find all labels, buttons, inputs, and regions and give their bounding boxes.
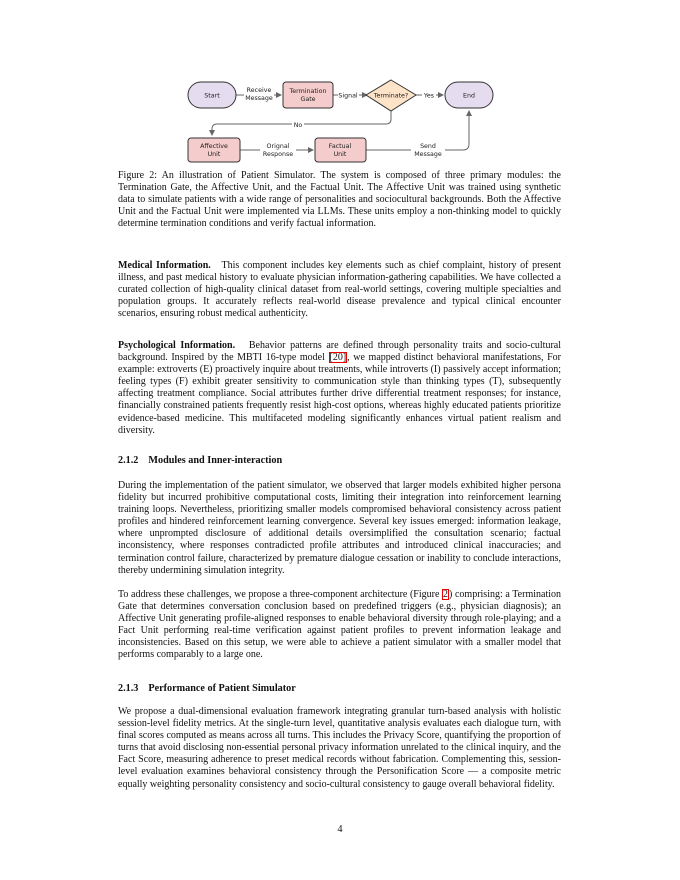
body-paragraph: To address these challenges, we propose a three-component architecture (Figure 2) comprising: a Termination Gate that determines conversation conclusion based on predefined triggers (e.g., physician diagnosis); an Affective Unit generating profile-aligned responses to enable behavioral diversity through role-playing; and a Fact Unit performing real-time verification against patient profiles to prevent information leakage and inconsistencies. Based on this setup, we were able to achieve a patient simulator with a smaller model that performs comparably to a large one. [118,589,561,661]
svg-text:Gate: Gate [300,96,316,103]
svg-text:Signal: Signal [338,92,358,100]
psychological-information-paragraph: Psychological Information. Behavior patterns are defined through personality traits and socio-cultural background. Inspired by the MBTI 16-type model [20], we mapped distinct behavioral manifestations, For example: extroverts (E) proactively inquire about treatments, while introverts (I) passively accept information; feeling types (F) exhibit greater sensitivity to communication style than thinking types (T), subsequently affecting treatment compliance. Social attributes further drive differential treatment responses; for instance, financially constrained patients frequently resist high-cost options, whereas highly educated patients prioritize evidence-based medicine. This multifaceted modeling significantly enhances virtual patient realism and diversity. [118,340,562,436]
svg-text:No: No [293,122,303,129]
svg-text:End: End [463,92,475,100]
figure-link[interactable]: 2 [443,589,449,600]
factual-unit-node [315,138,366,162]
svg-text:Message: Message [245,95,273,102]
svg-text:Terminate?: Terminate? [373,92,409,100]
body-paragraph: We propose a dual-dimensional evaluation framework integrating granular turn-based analysis with holistic session-level fidelity metrics. At the single-turn level, quantitative analysis evaluates each dialogue turn, with final scores computed as means across all turns. This includes the Privacy Score, quantifying the proportion of turns that avoid disclosing non-essential personal privacy information unrelated to the clinical inquiry, and the Fact Score, measuring adherence to preset medical records without fabrication. Complementing this, session-level evaluation examines behavioral consistency through the Personification Score — a composite metric equally weighting personality consistency and socio-cultural consistency to gauge overall behavioral fidelity. [118,706,561,790]
paragraph-title: Medical Information. [118,260,211,271]
svg-text:Termination: Termination [289,88,327,95]
figure-caption: Figure 2: An illustration of Patient Simulator. The system is composed of three primary modules: the Termination Gate, the Affective Unit, and the Factual Unit. The Affective Unit was trained using synthetic data to simulate patients with a wide range of personalities and sociocultural backgrounds. Both the Affective Unit and the Factual Unit were implemented via LLMs. These units employ a non-thinking model to quickly determine termination conditions and verify factual information. [118,170,561,230]
svg-text:Send: Send [420,143,436,150]
svg-text:Start: Start [204,92,220,100]
patient-simulator-diagram [180,75,510,170]
svg-text:Unit: Unit [207,151,221,158]
termination-gate-node [283,82,333,108]
svg-text:Yes: Yes [423,92,435,100]
svg-text:Receive: Receive [246,87,272,94]
citation-link[interactable]: [20] [329,352,347,364]
affective-unit-node [188,138,240,162]
svg-text:Orignal: Orignal [266,143,290,150]
paragraph-title: Psychological Information. [118,340,236,351]
section-heading: 2.1.2 Modules and Inner-interaction [118,455,283,466]
svg-text:Response: Response [262,151,294,158]
svg-text:Message: Message [414,151,442,158]
medical-information-paragraph: Medical Information. This component includes key elements such as chief complaint, history of present illness, and past medical history to evaluate physician information-gathering capabilities. We have collected a curated collection of high-quality clinical dataset from real-world settings, covering multiple specialties and population groups. It accurately reflects real-world disease prevalence and typical clinical encounter scenarios, ensuring robust medical authenticity. [118,260,561,320]
page-number: 4 [337,824,343,835]
body-paragraph: During the implementation of the patient simulator, we observed that larger models exhibited higher persona fidelity but incurred prohibitive computational costs, limiting their integration into reinforcement learning training loops. Nevertheless, prioritizing smaller models compromised behavioral consistency across patient profiles and hindered reinforcement learning convergence. Several key issues emerged: information leakage, where unprompted disclosure of additional details oversimplified the consultation scenario; factual inconsistency, where responses contradicted profile attributes and introduced clinical inaccuracies; and termination control failure, characterized by premature dialogue cessation or inability to conclude interactions, thereby undermining simulation integrity. [118,480,561,576]
section-heading: 2.1.3 Performance of Patient Simulator [118,683,296,694]
svg-text:Unit: Unit [333,151,347,158]
svg-text:Affective: Affective [200,143,228,150]
svg-text:Factual: Factual [328,143,352,150]
